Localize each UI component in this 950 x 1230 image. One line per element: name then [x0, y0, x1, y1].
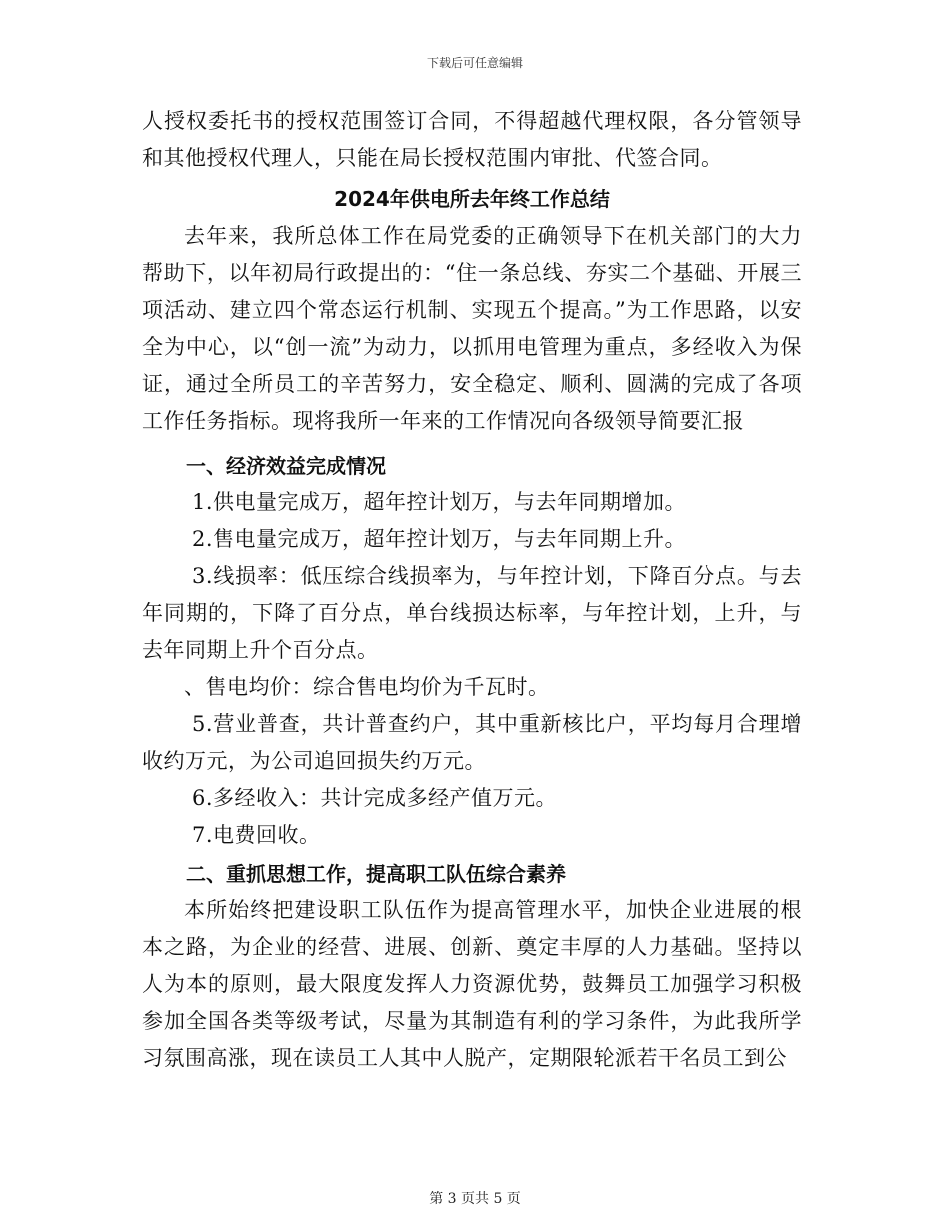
staff-paragraph: 本所始终把建设职工队伍作为提高管理水平，加快企业进展的根本之路，为企业的经营、进展、创新、奠定丰厚的人力基础。坚持以人为本的原则，最大限度发挥人力资源优势，鼓舞员工加强学习积极参加全国各类等级考试，尽量为其制造有利的学习条件，为此我所学习氛围高涨，现在读员工人其中人脱产，定期限轮派若干名员工到公: [142, 898, 802, 1070]
list-item: 3.线损率：低压综合线损率为，与年控计划，下降百分点。与去年同期的，下降了百分点，单台线损达标率，与年控计划，上升，与去年同期上升个百分点。: [142, 564, 802, 662]
list-item: 7.电费回收。: [192, 823, 321, 847]
list-item: 2.售电量完成万，超年控计划万，与去年同期上升。: [192, 527, 687, 551]
page-header-note: 下载后可任意编辑: [426, 56, 523, 70]
list-item: 1.供电量完成万，超年控计划万，与去年同期增加。: [192, 490, 687, 514]
section-heading-economic: 一、经济效益完成情况: [186, 454, 386, 478]
document-body: [142, 103, 802, 1077]
continuation-paragraph: 人授权委托书的授权范围签订合同，不得超越代理权限，各分管领导和其他授权代理人，只能在局长授权范围内审批、代签合同。: [142, 109, 802, 170]
document-title: 2024年供电所去年终工作总结: [334, 187, 610, 211]
page-number: 第 3 页共 5 页: [429, 1191, 521, 1207]
list-item: 5.营业普查，共计普查约户，其中重新核比户，平均每月合理增收约万元，为公司追回损失约万元。: [142, 712, 802, 773]
section-heading-staff: 二、重抓思想工作，提高职工队伍综合素养: [186, 862, 566, 886]
intro-paragraph: 去年来，我所总体工作在局党委的正确领导下在机关部门的大力帮助下，以年初局行政提出的：“住一条总线、夯实二个基础、开展三项活动、建立四个常态运行机制、实现五个提高。”为工作思路，以安全为中心，以“创一流”为动力，以抓用电管理为重点，多经收入为保证，通过全所员工的辛苦努力，安全稳定、顺利、圆满的完成了各项工作任务指标。现将我所一年来的工作情况向各级领导简要汇报: [142, 224, 802, 433]
list-item: 6.多经收入：共计完成多经产值万元。: [192, 786, 558, 810]
list-item: 、售电均价：综合售电均价为千瓦时。: [184, 675, 550, 699]
